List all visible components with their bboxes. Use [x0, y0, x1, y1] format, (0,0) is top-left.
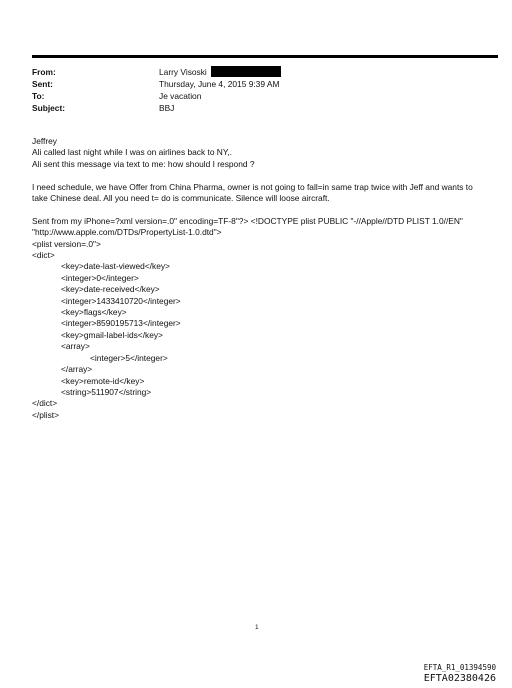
plist-line: <key>date-received</key>: [61, 284, 160, 295]
plist-line: </plist>: [32, 409, 60, 420]
plist-line: <key>remote-id</key>: [61, 375, 145, 386]
plist-line: <key>date-last-viewed</key>: [61, 261, 170, 272]
subject-value: BBJ: [159, 103, 175, 113]
to-value: Je vacation: [159, 91, 202, 101]
doc-id-primary: EFTA_R1_01394590: [423, 663, 496, 672]
sent-row: [32, 78, 281, 90]
subject-row: [32, 102, 281, 114]
sent-label: Sent:: [32, 79, 53, 89]
body-line: "http://www.apple.com/DTDs/PropertyList-1.0.dtd">: [32, 227, 222, 238]
plist-line: <array>: [61, 341, 90, 352]
plist-line: </array>: [61, 364, 93, 375]
page-number: 1: [255, 624, 259, 631]
redaction-box: [211, 66, 281, 77]
paragraph-gap: [32, 170, 502, 181]
from-value: [159, 66, 281, 78]
header-rule: [32, 55, 498, 58]
plist-line: <key>flags</key>: [61, 307, 127, 318]
salutation: Jeffrey: [32, 136, 57, 146]
doc-id-secondary: EFTA02380426: [423, 673, 496, 684]
to-label: To:: [32, 91, 45, 101]
body-line: Ali called last night while I was on airlines back to NY,.: [32, 147, 233, 158]
to-row: [32, 90, 281, 102]
plist-line: <integer>0</integer>: [61, 272, 139, 283]
email-body: [32, 136, 502, 421]
document-ids: [424, 663, 496, 685]
body-line: take Chinese deal. All you need t= do is communicate. Silence will loose aircraft.: [32, 193, 330, 204]
body-line: Ali sent this message via text to me: how should I respond ?: [32, 158, 255, 169]
plist-line: <dict>: [32, 250, 55, 261]
plist-line: <integer>8590195713</integer>: [61, 318, 181, 329]
plist-line: <string>511907</string>: [61, 386, 152, 397]
from-name: Larry Visoski: [159, 67, 207, 77]
from-label: From:: [32, 67, 56, 77]
plist-line: <plist version=.0">: [32, 238, 101, 249]
plist-line: <key>gmail-label-ids</key>: [61, 329, 163, 340]
paragraph-gap: [32, 204, 502, 215]
from-row: [32, 66, 281, 78]
body-line: I need schedule, we have Offer from China Pharma, owner is not going to fall=in same trap twice with Jeff and wants to: [32, 181, 473, 192]
plist-line: <integer>5</integer>: [90, 352, 168, 363]
plist-line: <integer>1433410720</integer>: [61, 295, 181, 306]
plist-line: </dict>: [32, 398, 58, 409]
body-line: Sent from my iPhone=?xml version=.0" encoding=TF-8"?> <!DOCTYPE plist PUBLIC "-//Apple//DTD PLIST 1.0//EN": [32, 215, 463, 226]
subject-label: Subject:: [32, 103, 66, 113]
email-header: [32, 66, 281, 114]
sent-value: Thursday, June 4, 2015 9:39 AM: [159, 79, 280, 89]
